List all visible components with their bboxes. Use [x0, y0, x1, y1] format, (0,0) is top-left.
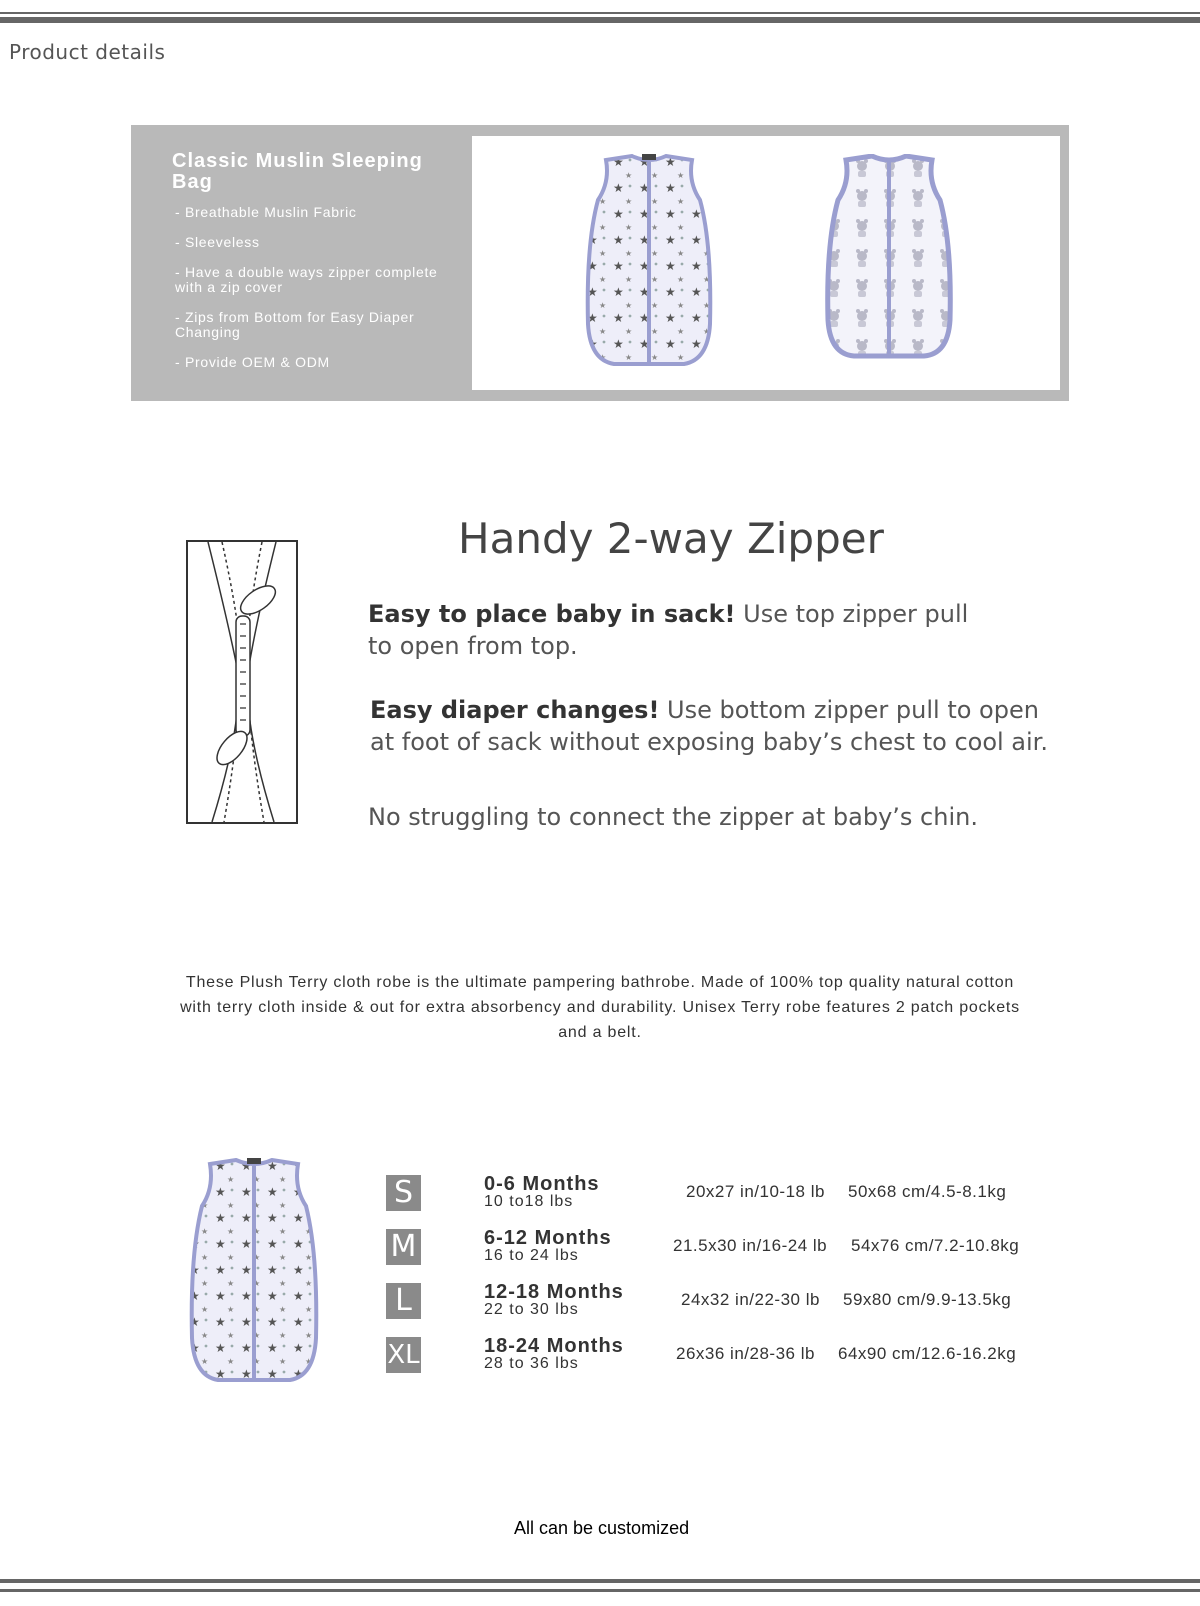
- size-row-s: [0, 1171, 1200, 1221]
- zipper-paragraph-text: Use top zipper pull: [735, 600, 969, 628]
- zipper-paragraph-lead: Easy diaper changes!: [370, 696, 660, 724]
- size-row-l: [0, 1279, 1200, 1329]
- size-row-xl: [0, 1333, 1200, 1383]
- feature-item: - Sleeveless: [175, 234, 260, 250]
- size-age: 0-6 Months: [484, 1173, 600, 1195]
- zipper-paragraph-top: [368, 598, 968, 662]
- size-row-m: [0, 1225, 1200, 1275]
- size-cm: 59x80 cm/9.9-13.5kg: [843, 1290, 1012, 1309]
- two-way-zipper-icon: [188, 542, 296, 822]
- zipper-paragraph-lead: Easy to place baby in sack!: [368, 600, 736, 628]
- size-weight: 22 to 30 lbs: [484, 1301, 579, 1318]
- product-photo: [472, 136, 1060, 390]
- top-divider-thin: [0, 12, 1200, 14]
- size-inches: 26x36 in/28-36 lb: [676, 1344, 815, 1363]
- size-age: 6-12 Months: [484, 1227, 612, 1249]
- customization-note: All can be customized: [514, 1518, 690, 1538]
- product-description: These Plush Terry cloth robe is the ultimate pampering bathrobe. Made of 100% top quality natural cotton with terry cloth inside & out for extra absorbency and durability. Unisex Terry robe features 2 patch pockets and a belt.: [180, 974, 1020, 1041]
- size-badge: S: [386, 1175, 421, 1211]
- zipper-paragraph-chin: No struggling to connect the zipper at baby’s chin.: [368, 803, 978, 831]
- feature-item: - Breathable Muslin Fabric: [175, 204, 357, 220]
- size-badge: M: [386, 1229, 421, 1265]
- size-cm: 54x76 cm/7.2-10.8kg: [851, 1236, 1020, 1255]
- size-weight: 16 to 24 lbs: [484, 1247, 579, 1264]
- size-badge: L: [386, 1283, 421, 1319]
- size-weight: 28 to 36 lbs: [484, 1355, 579, 1372]
- product-banner: [131, 125, 1069, 401]
- banner-text: [172, 151, 462, 385]
- feature-item: - Zips from Bottom for Easy Diaper Changing: [175, 309, 415, 340]
- zipper-paragraph-text: at foot of sack without exposing baby’s chest to cool air.: [370, 728, 1048, 756]
- size-age: 12-18 Months: [484, 1281, 624, 1303]
- zipper-paragraph-text: Use bottom zipper pull to open: [659, 696, 1039, 724]
- size-weight: 10 to18 lbs: [484, 1193, 574, 1210]
- size-age: 18-24 Months: [484, 1335, 624, 1357]
- page-title: Product details: [9, 40, 166, 64]
- banner-title: Classic Muslin Sleeping Bag: [172, 150, 423, 193]
- zipper-illustration: [186, 540, 298, 824]
- top-divider-thick: [0, 17, 1200, 23]
- star-sleeping-bag-image: [584, 154, 714, 368]
- size-inches: 20x27 in/10-18 lb: [686, 1182, 825, 1201]
- zipper-paragraph-text: to open from top.: [368, 632, 578, 660]
- size-inches: 24x32 in/22-30 lb: [681, 1290, 820, 1309]
- feature-item: - Have a double ways zipper complete with a zip cover: [175, 264, 438, 295]
- size-cm: 64x90 cm/12.6-16.2kg: [838, 1344, 1017, 1363]
- size-badge: XL: [386, 1337, 421, 1373]
- size-cm: 50x68 cm/4.5-8.1kg: [848, 1182, 1007, 1201]
- feature-item: - Provide OEM & ODM: [175, 354, 330, 370]
- size-inches: 21.5x30 in/16-24 lb: [673, 1236, 828, 1255]
- bottom-divider-thin: [0, 1589, 1200, 1592]
- zipper-paragraph-diaper: [370, 694, 1048, 758]
- bottom-divider-thick: [0, 1579, 1200, 1583]
- feature-list: [172, 205, 462, 370]
- zipper-heading: Handy 2-way Zipper: [458, 514, 884, 563]
- bear-sleeping-bag-image: [824, 154, 954, 360]
